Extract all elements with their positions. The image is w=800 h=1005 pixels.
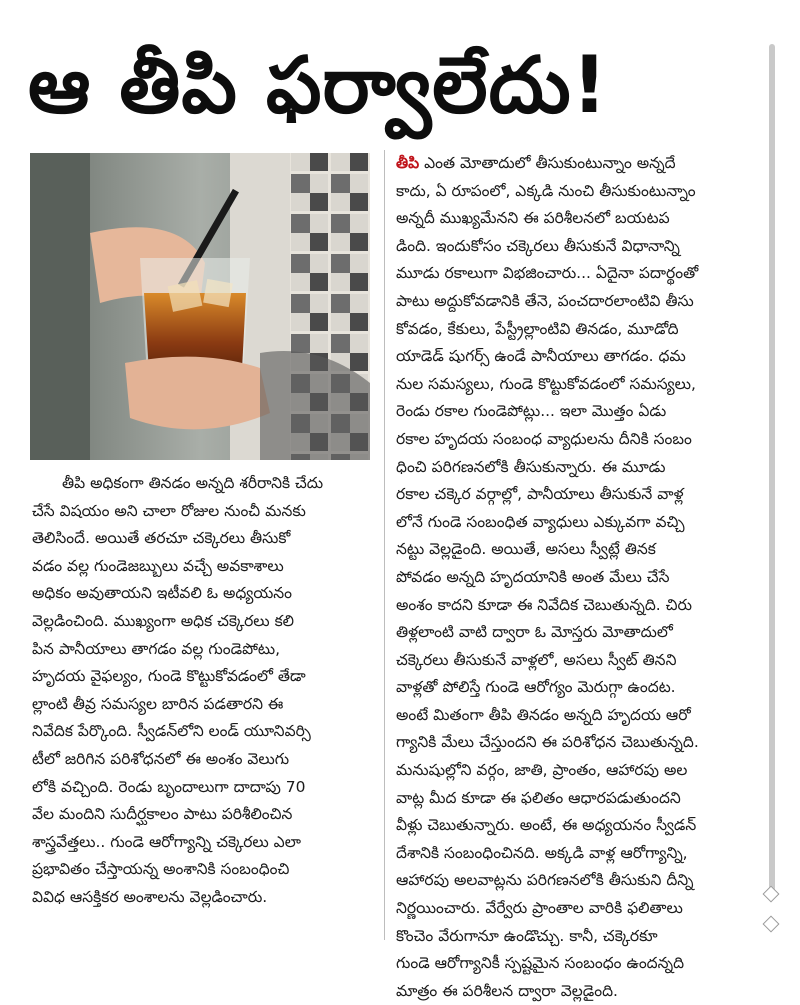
paragraph-line: వీళ్లు చెబుతున్నారు. అంటే, ఈ అధ్యయనం స్వీడన్: [396, 816, 697, 835]
paragraph-line: ఆహారపు అలవాట్లను పరిగణనలోకి తీసుకుని దీన్ని: [396, 871, 694, 890]
article-photo: [30, 153, 370, 460]
paragraph-line: వాళ్లతో పోలిస్తే గుండె ఆరోగ్యం మెరుగ్గా ఉందట.: [396, 678, 676, 697]
dropcap-word: తీపి: [396, 154, 420, 172]
paragraph-line: వేల మందిని సుదీర్ఘకాలం పాటు పరిశీలించిన: [32, 805, 293, 824]
paragraph-line: లోనే గుండె సంబంధిత వ్యాధులు ఎక్కువగా వచ్చి: [396, 512, 685, 531]
paragraph-line: వెల్లడించింది. ముఖ్యంగా అధిక చక్కెరలు కలి: [32, 611, 295, 630]
paragraph-line: తీపి అధికంగా తినడం అన్నది శరీరానికి చేదు: [62, 474, 324, 492]
paragraph-line: యాడెడ్ షుగర్స్ ఉండే పానీయాలు తాగడం. ధమ: [396, 347, 686, 366]
paragraph-line: శాస్త్రవేత్తలు.. గుండె ఆరోగ్యాన్ని చక్కెరలు ఎలా: [32, 832, 301, 851]
cola-glass-illustration: [30, 153, 370, 460]
paragraph-line: మాత్రం ఈ పరిశీలన ద్వారా వెల్లడైంది.: [396, 981, 618, 1000]
paragraph-line: రకాల హృదయ సంబంధ వ్యాధులను దీనికి సంబం: [396, 429, 692, 448]
paragraph-line: డింది. ఇందుకోసం చక్కెరలు తీసుకునే విధానాన్ని: [396, 236, 680, 255]
paragraph-line: రకాల చక్కెర వర్గాల్లో, పానీయాలు తీసుకునే వాళ్ల: [396, 485, 684, 504]
paragraph-line: కాదు, ఏ రూపంలో, ఎక్కడి నుంచి తీసుకుంటున్నాం: [396, 181, 696, 200]
paragraph-line: పోవడం అన్నది హృదయానికి అంత మేలు చేసే: [396, 567, 670, 586]
paragraph-line: దేశానికి సంబంధించినది. అక్కడి వాళ్ల ఆరోగ్యాన్ని,: [396, 843, 688, 862]
paragraph-line: నట్టు వెల్లడైంది. అయితే, అసలు స్వీట్లే తినక: [396, 540, 656, 559]
paragraph-line: కోవడం, కేకులు, పేస్ట్రీల్లాంటివి తినడం, మూడోది: [396, 319, 679, 338]
paragraph-line: వాట్ల మీద కూడా ఈ ఫలితం ఆధారపడుతుందని: [396, 788, 681, 807]
paragraph-line: అన్నదీ ముఖ్యమేనని ఈ పరిశీలనలో బయటప: [396, 209, 670, 228]
headline: ఆ తీపి ఫర్వాలేదు!: [28, 41, 609, 131]
left-column: [32, 470, 377, 912]
paragraph-line: తిళ్లలాంటి వాటి ద్వారా ఓ మోస్తరు మోతాదులో: [396, 623, 673, 642]
paragraph-line: వడం వల్ల గుండెజబ్బులు వచ్చే అవకాశాలు: [32, 556, 284, 575]
paragraph-line: వివిధ ఆసక్తికర అంశాలను వెల్లడించారు.: [32, 887, 268, 906]
paragraph-line: అంశం కాదని కూడా ఈ నివేదిక చెబుతున్నది. చిరు: [396, 595, 693, 614]
right-column: [396, 150, 751, 1005]
paragraph-line: ధించి పరిగణనలోకి తీసుకున్నారు. ఈ మూడు: [396, 457, 666, 476]
first-line-text: ఎంత మోతాదులో తీసుకుంటున్నాం అన్నదే: [419, 154, 676, 172]
paragraph-line: నివేదిక పేర్కొంది. స్వీడన్‌లోని లండ్ యూనివర్సి: [32, 722, 311, 741]
paragraph-first-line: [396, 150, 751, 178]
paragraph-line: అధికం అవుతాయని ఇటీవలి ఓ అధ్యయనం: [32, 584, 292, 603]
paragraph-line: రెండు రకాల గుండెపోట్లు... ఇలా మొత్తం ఏడు: [396, 402, 667, 421]
paragraph-line: గుండె ఆరోగ్యానికీ స్పష్టమైన సంబంధం ఉందన్నది: [396, 954, 685, 973]
paragraph-line: పాటు అద్దుకోవడానికి తేనె, పంచదారలాంటివి తీసు: [396, 291, 694, 310]
paragraph-line: ప్రభావితం చేస్తాయన్న అంశానికి సంబంధించి: [32, 860, 290, 879]
scroll-down-arrow-icon[interactable]: [763, 886, 780, 903]
paragraph-line: చేసే విషయం అని చాలా రోజుల నుంచీ మనకు: [32, 501, 306, 520]
column-divider: [384, 150, 385, 940]
paragraph-line: టీలో జరిగిన పరిశోధనలో ఈ అంశం వెలుగు: [32, 749, 290, 768]
paragraph-line: చక్కెరలు తీసుకునే వాళ్లలో, అసలు స్వీట్ తినని: [396, 650, 677, 669]
paragraph-line: ల్లాంటి తీవ్ర సమస్యల బారిన పడతారని ఈ: [32, 694, 284, 713]
paragraph-line: నుల సమస్యలు, గుండె కొట్టుకోవడంలో సమస్యలు,: [396, 374, 696, 393]
paragraph-line: పిన పానీయాలు తాగడం వల్ల గుండెపోటు,: [32, 639, 281, 658]
paragraph-line: కొంచెం వేరుగానూ ఉండొచ్చు. కానీ, చక్కెరకూ: [396, 926, 658, 945]
paragraph-line: లోకి వచ్చింది. రెండు బృందాలుగా దాదాపు 70: [32, 777, 306, 796]
paragraph-line: హృదయ వైఫల్యం, గుండె కొట్టుకోవడంలో తేడా: [32, 667, 306, 686]
paragraph-line: తెలిసిందే. అయితే తరచూ చక్కెరలు తీసుకో: [32, 529, 291, 548]
paragraph-line: నిర్ణయించారు. వేర్వేరు ప్రాంతాల వారికి ఫలితాలు: [396, 899, 683, 918]
scroll-end-arrow-icon[interactable]: [763, 916, 780, 933]
paragraph-line: మనుషుల్లోని వర్గం, జాతి, ప్రాంతం, ఆహారపు అల: [396, 761, 688, 780]
scrollbar-thumb[interactable]: [769, 44, 775, 892]
paragraph-line: మూడు రకాలుగా విభజించారు... ఏదైనా పదార్థంతో: [396, 264, 699, 283]
paragraph-line: అంటే మితంగా తీపి తినడం అన్నది హృదయ ఆరో: [396, 705, 691, 724]
paragraph-line: గ్యానికి మేలు చేస్తుందని ఈ పరిశోధన చెబుతున్నది.: [396, 733, 699, 752]
